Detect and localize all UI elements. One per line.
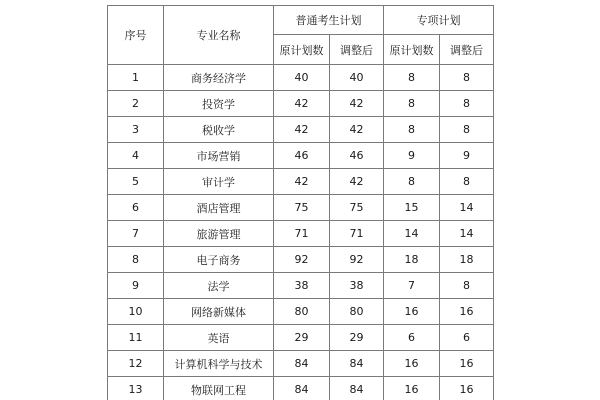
cell-index: 11: [108, 325, 164, 351]
cell-index: 2: [108, 91, 164, 117]
cell-index: 3: [108, 117, 164, 143]
header-normal-adjusted: 调整后: [330, 35, 384, 65]
cell-major: 英语: [164, 325, 274, 351]
table-row: [108, 143, 494, 169]
table-row: [108, 299, 494, 325]
cell-normal-adjusted: 42: [330, 91, 384, 117]
cell-major: 市场营销: [164, 143, 274, 169]
cell-normal-adjusted: 29: [330, 325, 384, 351]
header-special-original: 原计划数: [384, 35, 440, 65]
cell-special-original: 8: [384, 65, 440, 91]
enrollment-plan-table: [107, 5, 494, 400]
cell-normal-adjusted: 71: [330, 221, 384, 247]
cell-special-adjusted: 16: [440, 299, 494, 325]
cell-normal-original: 92: [274, 247, 330, 273]
cell-normal-original: 42: [274, 169, 330, 195]
cell-special-adjusted: 8: [440, 65, 494, 91]
cell-normal-adjusted: 80: [330, 299, 384, 325]
cell-special-original: 6: [384, 325, 440, 351]
cell-normal-adjusted: 40: [330, 65, 384, 91]
table-header: [108, 6, 494, 65]
cell-index: 13: [108, 377, 164, 400]
cell-special-adjusted: 16: [440, 377, 494, 400]
cell-normal-adjusted: 75: [330, 195, 384, 221]
cell-special-adjusted: 8: [440, 169, 494, 195]
cell-major: 商务经济学: [164, 65, 274, 91]
cell-normal-adjusted: 84: [330, 377, 384, 400]
cell-normal-adjusted: 38: [330, 273, 384, 299]
table-row: [108, 273, 494, 299]
cell-normal-original: 80: [274, 299, 330, 325]
table-row: [108, 117, 494, 143]
cell-normal-original: 38: [274, 273, 330, 299]
header-special-adjusted: 调整后: [440, 35, 494, 65]
table-row: [108, 351, 494, 377]
cell-special-adjusted: 18: [440, 247, 494, 273]
cell-normal-original: 71: [274, 221, 330, 247]
header-normal-original: 原计划数: [274, 35, 330, 65]
cell-special-original: 8: [384, 91, 440, 117]
table-row: [108, 91, 494, 117]
cell-major: 电子商务: [164, 247, 274, 273]
cell-major: 税收学: [164, 117, 274, 143]
header-normal-plan: 普通考生计划: [274, 6, 384, 35]
cell-special-original: 16: [384, 351, 440, 377]
cell-special-adjusted: 8: [440, 273, 494, 299]
table-row: [108, 325, 494, 351]
cell-special-original: 14: [384, 221, 440, 247]
cell-normal-adjusted: 92: [330, 247, 384, 273]
cell-index: 10: [108, 299, 164, 325]
cell-index: 5: [108, 169, 164, 195]
cell-special-original: 16: [384, 377, 440, 400]
header-index: 序号: [108, 6, 164, 65]
cell-normal-original: 75: [274, 195, 330, 221]
cell-special-adjusted: 6: [440, 325, 494, 351]
header-row-top: [108, 6, 494, 35]
cell-major: 审计学: [164, 169, 274, 195]
table-row: [108, 195, 494, 221]
header-special-plan: 专项计划: [384, 6, 494, 35]
cell-special-original: 8: [384, 169, 440, 195]
cell-special-adjusted: 14: [440, 221, 494, 247]
cell-major: 投资学: [164, 91, 274, 117]
cell-index: 4: [108, 143, 164, 169]
cell-special-original: 15: [384, 195, 440, 221]
cell-major: 旅游管理: [164, 221, 274, 247]
cell-major: 法学: [164, 273, 274, 299]
cell-normal-original: 84: [274, 377, 330, 400]
table-row: [108, 65, 494, 91]
cell-normal-adjusted: 84: [330, 351, 384, 377]
table-row: [108, 221, 494, 247]
cell-index: 8: [108, 247, 164, 273]
cell-normal-original: 29: [274, 325, 330, 351]
header-major: 专业名称: [164, 6, 274, 65]
cell-normal-original: 46: [274, 143, 330, 169]
cell-index: 12: [108, 351, 164, 377]
cell-major: 物联网工程: [164, 377, 274, 400]
cell-index: 9: [108, 273, 164, 299]
cell-normal-adjusted: 46: [330, 143, 384, 169]
cell-index: 7: [108, 221, 164, 247]
cell-index: 6: [108, 195, 164, 221]
cell-index: 1: [108, 65, 164, 91]
cell-normal-original: 84: [274, 351, 330, 377]
cell-major: 计算机科学与技术: [164, 351, 274, 377]
cell-special-adjusted: 14: [440, 195, 494, 221]
cell-special-original: 16: [384, 299, 440, 325]
cell-special-adjusted: 9: [440, 143, 494, 169]
cell-normal-original: 40: [274, 65, 330, 91]
table-body: [108, 65, 494, 400]
cell-normal-adjusted: 42: [330, 117, 384, 143]
cell-major: 酒店管理: [164, 195, 274, 221]
cell-special-original: 8: [384, 117, 440, 143]
cell-special-adjusted: 8: [440, 91, 494, 117]
cell-special-adjusted: 16: [440, 351, 494, 377]
cell-special-adjusted: 8: [440, 117, 494, 143]
cell-normal-original: 42: [274, 91, 330, 117]
cell-special-original: 9: [384, 143, 440, 169]
table-row: [108, 169, 494, 195]
table-row: [108, 377, 494, 400]
cell-major: 网络新媒体: [164, 299, 274, 325]
table-row: [108, 247, 494, 273]
cell-normal-original: 42: [274, 117, 330, 143]
cell-special-original: 18: [384, 247, 440, 273]
cell-normal-adjusted: 42: [330, 169, 384, 195]
cell-special-original: 7: [384, 273, 440, 299]
